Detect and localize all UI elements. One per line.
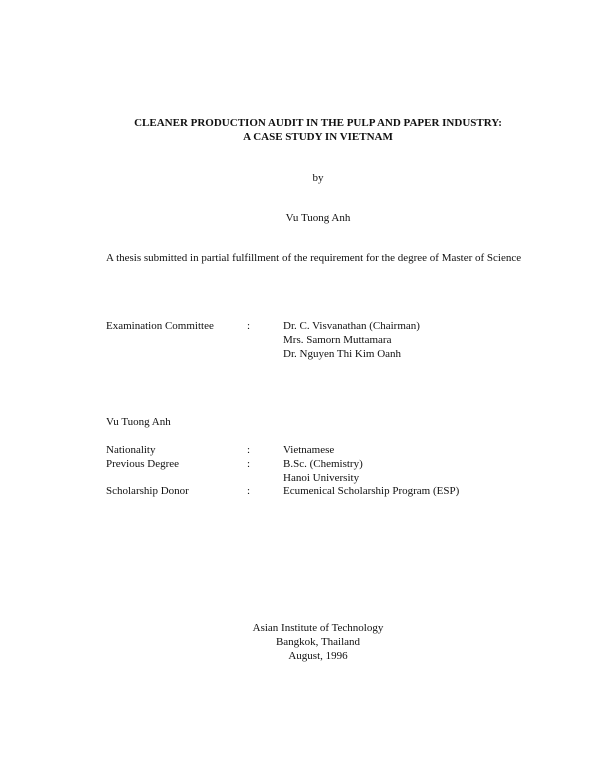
committee-member-2: Mrs. Samorn Muttamara (283, 334, 392, 346)
committee-colon: : (247, 320, 251, 332)
scholarship-row (106, 484, 546, 498)
institution-block (0, 621, 600, 663)
author-name: Vu Tuong Anh (285, 212, 351, 224)
submission-date: August, 1996 (288, 650, 348, 662)
committee-label: Examination Committee (106, 320, 214, 332)
scholarship-colon: : (247, 485, 251, 497)
previous-degree-row-2 (106, 471, 546, 485)
committee-member-chairman: Dr. C. Visvanathan (Chairman) (283, 320, 420, 332)
committee-row-2 (106, 333, 546, 347)
thesis-title (0, 116, 600, 144)
nationality-value: Vietnamese (283, 444, 335, 456)
degree-statement: A thesis submitted in partial fulfillment of the requirement for the degree of Master of Science (106, 252, 522, 264)
committee-member-3: Dr. Nguyen Thi Kim Oanh (283, 348, 402, 360)
committee-row-3 (106, 347, 546, 361)
previous-degree-colon: : (247, 458, 251, 470)
nationality-label: Nationality (106, 444, 156, 456)
previous-degree-row (106, 457, 546, 471)
institution-location: Bangkok, Thailand (275, 636, 361, 648)
scholarship-label: Scholarship Donor (106, 485, 189, 497)
institution-name: Asian Institute of Technology (252, 622, 384, 634)
scholarship-value: Ecumenical Scholarship Program (ESP) (283, 485, 460, 497)
by-label: by (312, 172, 324, 184)
thesis-title-line-1: CLEANER PRODUCTION AUDIT IN THE PULP AND PAPER INDUSTRY: (134, 117, 502, 129)
thesis-title-line-2: A CASE STUDY IN VIETNAM (243, 131, 393, 143)
nationality-colon: : (247, 444, 251, 456)
previous-degree-value: B.Sc. (Chemistry) (283, 458, 363, 470)
previous-degree-label: Previous Degree (106, 458, 180, 470)
student-name: Vu Tuong Anh (106, 416, 171, 428)
previous-degree-university: Hanoi University (283, 472, 360, 484)
committee-row-1 (106, 319, 546, 333)
nationality-row (106, 443, 546, 457)
